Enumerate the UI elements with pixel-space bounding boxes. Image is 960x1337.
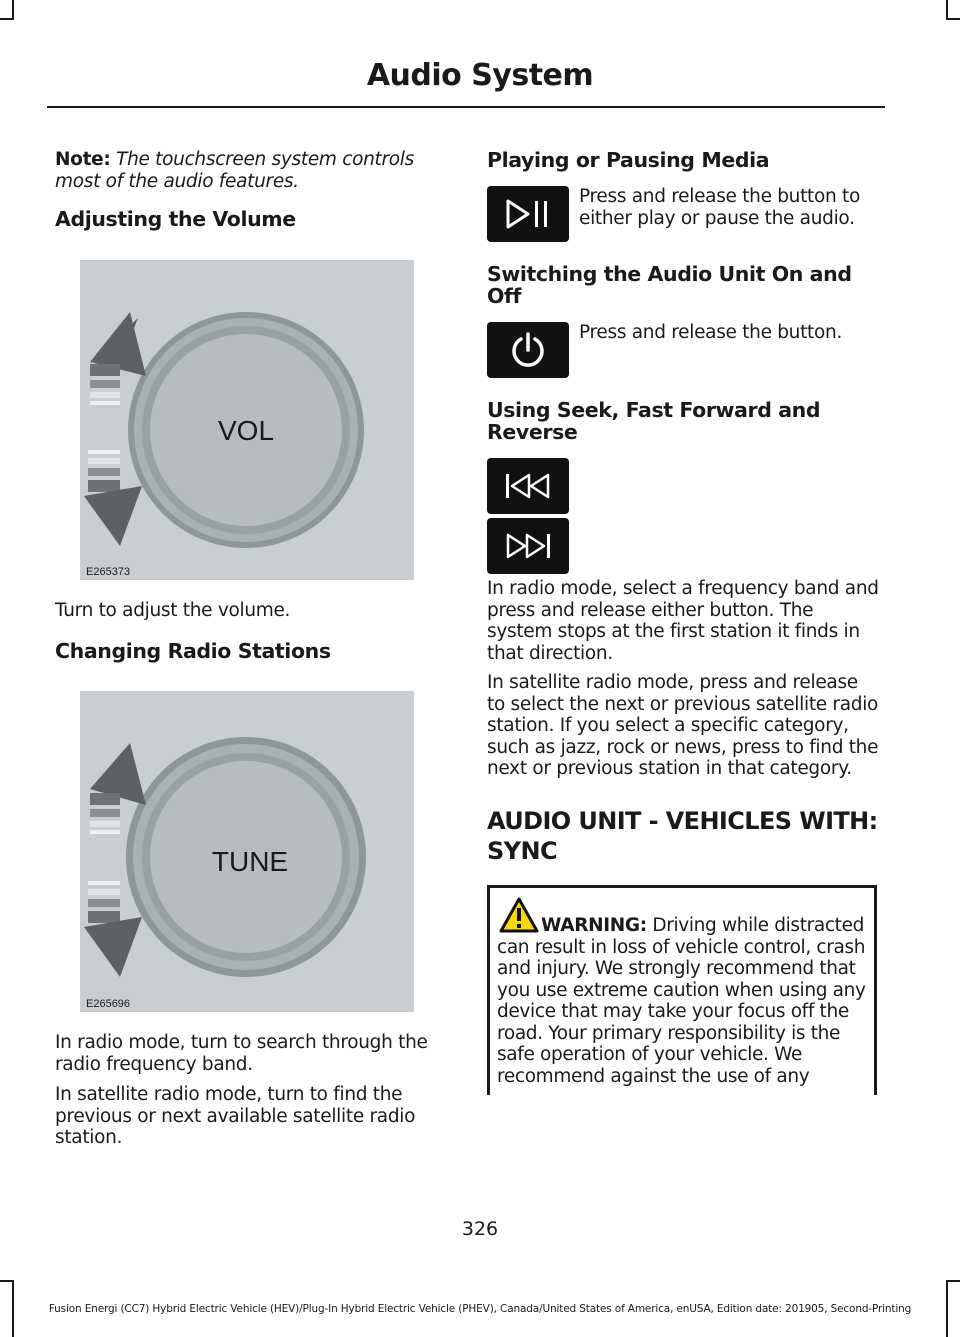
footer-text: Fusion Energi (CC7) Hybrid Electric Vehicle (HEV)/Plug-In Hybrid Electric Vehicle (PHEV), Canada/United States of America, enUSA, Edition date: 201905, Second-Printing	[48, 1303, 912, 1315]
power-text: Press and release the button.	[579, 322, 843, 343]
crop-mark-top-left-h	[0, 18, 14, 20]
play-pause-text: Press and release the button to either play or pause the audio.	[579, 186, 861, 229]
crop-mark-bottom-left-h	[0, 1280, 14, 1282]
page-number: 326	[461, 1218, 499, 1240]
page-title: Audio System	[366, 58, 594, 93]
heading-seek: Using Seek, Fast Forward and Reverse	[487, 398, 821, 444]
play-pause-icon	[487, 186, 569, 242]
heading-changing-stations: Changing Radio Stations	[55, 639, 331, 663]
section-heading-line2: SYNC	[487, 837, 557, 865]
tune-knob-label: TUNE	[211, 846, 289, 877]
figure-id: E265696	[86, 998, 131, 1010]
crop-mark-bottom-right-h	[946, 1280, 960, 1282]
radio-paragraph-1: In radio mode, turn to search through the radio frequency band.	[55, 1032, 428, 1075]
seek-paragraph-2: In satellite radio mode, press and release to select the next or previous satellite radio station. If you select a specific category, such as jazz, rock or news, press to find the next or previous station in that category.	[487, 672, 879, 779]
volume-caption: Turn to adjust the volume.	[55, 600, 291, 621]
warning-box	[487, 885, 877, 1095]
crop-mark-top-right-h	[946, 18, 960, 20]
figure-id: E265373	[86, 566, 131, 578]
seek-paragraph-1: In radio mode, select a frequency band and press and release either button. The system stops at the first station it finds in that direction.	[487, 578, 879, 664]
seek-back-icon	[487, 458, 569, 514]
heading-playing-pausing: Playing or Pausing Media	[487, 148, 770, 172]
header-divider	[47, 106, 885, 108]
heading-adjusting-volume: Adjusting the Volume	[55, 207, 296, 231]
crop-mark-top-left-v	[12, 0, 14, 20]
section-heading-line1: AUDIO UNIT - VEHICLES WITH:	[487, 807, 878, 835]
volume-knob-figure	[80, 260, 419, 580]
power-icon	[487, 322, 569, 378]
warning-body: Driving while distracted can result in loss of vehicle control, crash and injury. We strongly recommend that you use extreme caution when using any device that may take your focus off the road. Your primary responsibility is the safe operation of your vehicle. We recommend against the use of any	[497, 915, 866, 1087]
seek-forward-icon	[487, 518, 569, 574]
tune-knob-figure	[80, 691, 419, 1012]
volume-knob-label: VOL	[217, 415, 275, 446]
radio-paragraph-2: In satellite radio mode, turn to find the previous or next available satellite radio station.	[55, 1084, 416, 1148]
note-paragraph	[55, 149, 435, 192]
warning-label: WARNING:	[541, 915, 647, 936]
note-text: The touchscreen system controls most of the audio features.	[55, 149, 414, 192]
heading-switching-on-off: Switching the Audio Unit On and Off	[487, 262, 852, 308]
note-label: Note:	[55, 149, 111, 170]
crop-mark-top-right-v	[946, 0, 948, 20]
warning-text	[497, 915, 869, 1087]
